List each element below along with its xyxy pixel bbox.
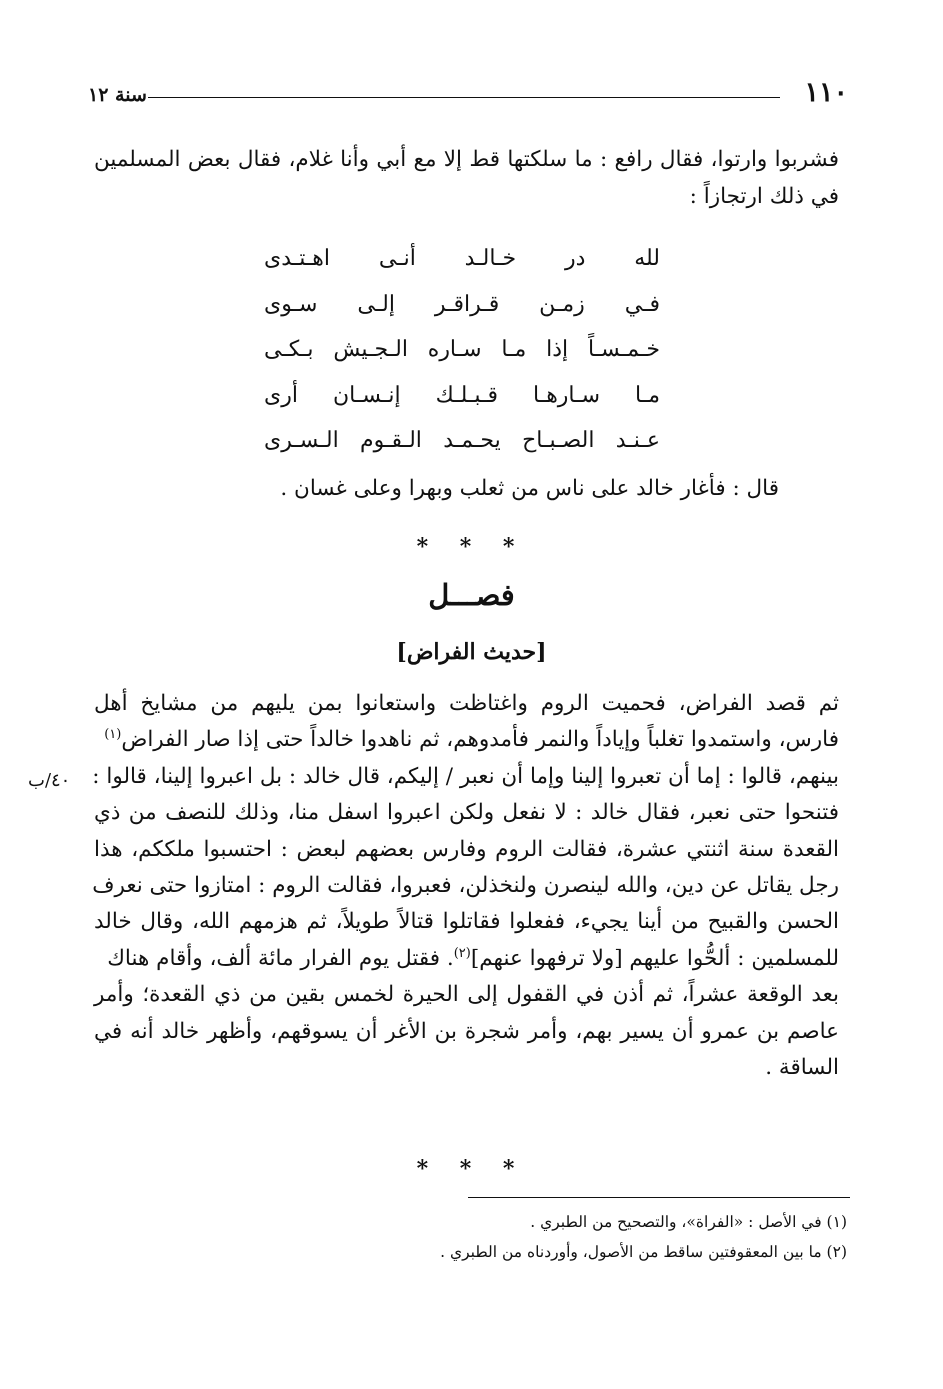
text-segment: للمسلمين : ألحُّوا عليهم [ولا ترفهوا عنهم] (470, 945, 839, 971)
qal-line: قال : فأغار خالد على ناس من ثعلب وبهرا وعلى غسان . (280, 476, 779, 501)
text-line: رجل يقاتل عن دين، والله لينصرن ولنخذلن، فعبروا، فقالت الروم : امتازوا حتى نعرف (92, 873, 839, 899)
section-subtitle: [حديث الفراض] (396, 639, 547, 665)
text-line: الحسن والقبيح من أينا يجيء، ففعلوا فقاتلوا قتالاً طويلاً، ثم هزمهم الله، وقال خالد (94, 909, 839, 935)
footnote-ref-1[interactable]: (١) (104, 727, 122, 743)
text-line: فشربوا وارتوا، فقال رافع : ما سلكتها قط إلا مع أبي وأنا غلام، فقال بعض المسلمين (94, 147, 839, 172)
poem-line: فـي زمـن قـراقـر إلـى سـوى (264, 291, 660, 317)
footnote-rule (468, 1197, 850, 1198)
page-number: ١١٠ (804, 77, 848, 108)
text-line: بعد الوقعة عشراً، ثم أذن في القفول إلى الحيرة لخمس بقين من ذي القعدة؛ وأمر (94, 982, 839, 1008)
text-line: ثم قصد الفراض، فحميت الروم واغتاظت واستعانوا بمن يليهم من مشايخ أهل (94, 691, 839, 716)
section-title: فصـــل (428, 578, 515, 612)
separator-stars: * * * (416, 534, 527, 560)
main-paragraph (94, 686, 839, 1086)
header-year: سنة ١٢ (88, 84, 147, 106)
footnote-2: (٢) ما بين المعقوفتين ساقط من الأصول، وأوردناه من الطبري . (440, 1243, 847, 1261)
manuscript-folio-note: ٤٠/ب (28, 770, 71, 791)
text-line (94, 941, 839, 977)
text-line: القعدة سنة اثنتي عشرة، فقالت الروم وفارس بعضهم لبعض : احتسبوا ملككم، هذا (94, 836, 839, 862)
text-segment: فارس، واستمدوا تغلباً وإياداً والنمر فأمدوهم، ثم ناهدوا خالداً حتى إذا صار الفراض (121, 727, 839, 753)
page-header (88, 78, 848, 118)
footnote-ref-2[interactable]: (٢) (453, 945, 471, 961)
text-line: فتنحوا حتى نعبر، فقال خالد : لا نفعل ولكن اعبروا اسفل منا، وذلك للنصف من ذي (94, 800, 839, 826)
poem-line: لله در خـالـد أنـى اهـتـدى (264, 246, 660, 271)
text-line (94, 722, 839, 758)
footnote-1: (١) في الأصل : «الفراة»، والتصحيح من الطبري . (530, 1213, 847, 1231)
poem (264, 236, 660, 464)
text-segment: . فقتل يوم الفرار مائة ألف، وأقام هناك (107, 945, 454, 971)
poem-line: خـمـسـاً إذا مـا سـاره الـجـيش بـكـى (264, 337, 660, 362)
text-line: في ذلك ارتجازاً : (689, 184, 839, 209)
separator-stars: * * * (416, 1156, 527, 1182)
intro-paragraph (94, 141, 839, 215)
footnotes (247, 1207, 847, 1267)
header-rule (148, 97, 780, 98)
text-line: بينهم، قالوا : إما أن تعبروا إلينا وإما أن نعبر / إليكم، قال خالد : بل اعبروا إلينا، قالوا : (92, 763, 839, 789)
text-line: الساقة . (765, 1055, 839, 1081)
text-line: عاصم بن عمرو أن يسير بهم، وأمر شجرة بن الأغر أن يسوقهم، وأظهر خالد أنه في (94, 1018, 839, 1044)
poem-line: عـنـد الصـبـاح يحـمـد الـقـوم الـسـرى (264, 428, 660, 453)
poem-line: مـا سـارهـا قـبـلـك إنـسـان أرى (264, 382, 660, 408)
